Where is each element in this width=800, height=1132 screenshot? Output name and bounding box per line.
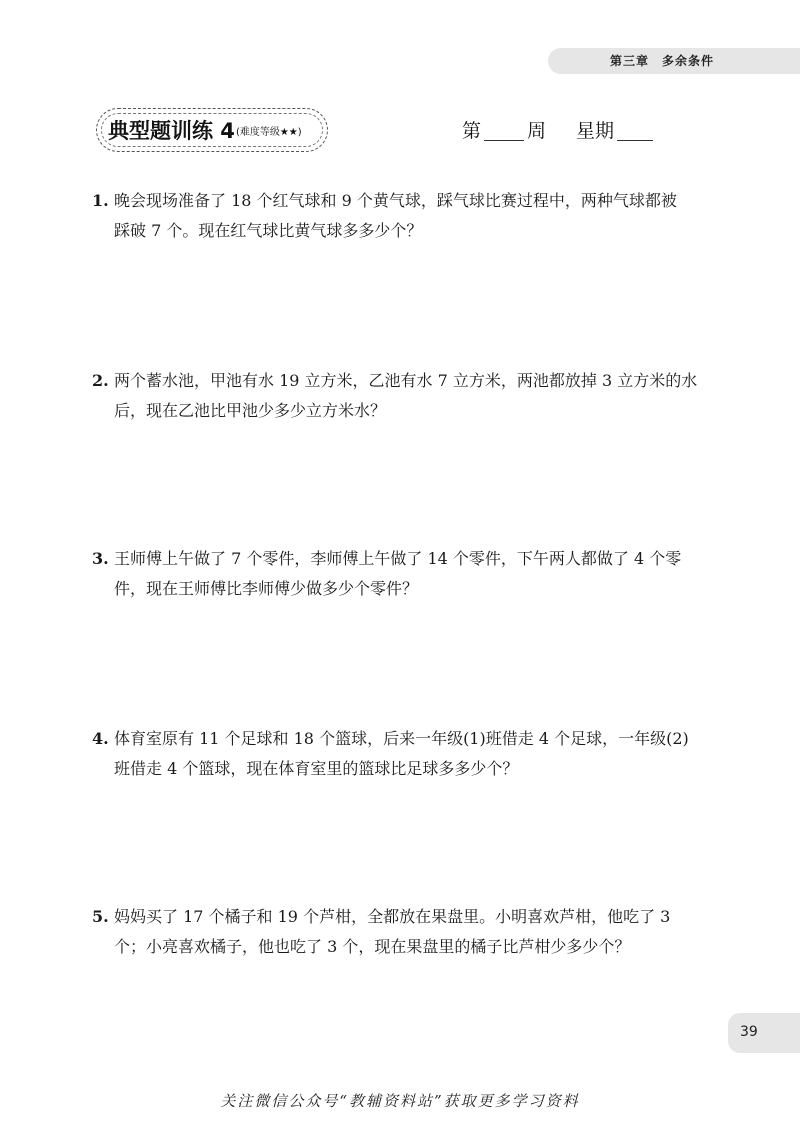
week-blank bbox=[484, 122, 524, 141]
problem-text-line: 踩破 7 个。现在红气球比黄气球多多少个？ bbox=[114, 221, 423, 240]
weekday-label: 星期 bbox=[576, 120, 615, 142]
week-prefix: 第 bbox=[462, 120, 482, 142]
problem-number: 1. bbox=[92, 191, 109, 210]
problem-text-line: 班借走 4 个篮球，现在体育室里的篮球比足球多多少个？ bbox=[114, 759, 519, 778]
problem-5 bbox=[92, 902, 722, 962]
problem-1 bbox=[92, 186, 722, 246]
problem-2 bbox=[92, 366, 722, 426]
schedule-line bbox=[462, 116, 653, 143]
problem-number: 2. bbox=[92, 371, 109, 390]
problem-number: 4. bbox=[92, 729, 109, 748]
problem-text-line: 件，现在王师傅比李师傅少做多少个零件？ bbox=[114, 579, 419, 598]
page-number: 39 bbox=[740, 1024, 758, 1040]
problem-text-line: 体育室原有 11 个足球和 18 个篮球，后来一年级(1)班借走 4 个足球，一年级(2) bbox=[114, 729, 689, 748]
footer-note: 关注微信公众号“教辅资料站”获取更多学习资料 bbox=[220, 1092, 580, 1110]
section-title-main: 典型题训练 4 bbox=[108, 119, 235, 143]
problem-text-line: 晚会现场准备了 18 个红气球和 9 个黄气球，踩气球比赛过程中，两种气球都被 bbox=[114, 191, 677, 210]
difficulty-label: (难度等级★★) bbox=[235, 127, 302, 138]
week-suffix: 周 bbox=[527, 120, 547, 142]
chapter-label: 第三章 多余条件 bbox=[610, 54, 715, 68]
problem-text-line: 后，现在乙池比甲池少多少立方米水？ bbox=[114, 401, 387, 420]
problem-3 bbox=[92, 544, 722, 604]
problem-number: 5. bbox=[92, 907, 109, 926]
page-number-tab bbox=[728, 1013, 800, 1053]
problem-text-line: 王师傅上午做了 7 个零件，李师傅上午做了 14 个零件，下午两人都做了 4 个零 bbox=[114, 549, 682, 568]
weekday-blank bbox=[617, 122, 653, 141]
section-title bbox=[108, 115, 302, 145]
problem-text-line: 两个蓄水池，甲池有水 19 立方米，乙池有水 7 立方米，两池都放掉 3 立方米的水 bbox=[114, 371, 698, 390]
problem-number: 3. bbox=[92, 549, 109, 568]
problem-text-line: 个；小亮喜欢橘子，他也吃了 3 个，现在果盘里的橘子比芦柑少多少个？ bbox=[114, 937, 631, 956]
problem-4 bbox=[92, 724, 722, 784]
problem-text-line: 妈妈买了 17 个橘子和 19 个芦柑，全都放在果盘里。小明喜欢芦柑，他吃了 3 bbox=[114, 907, 671, 926]
